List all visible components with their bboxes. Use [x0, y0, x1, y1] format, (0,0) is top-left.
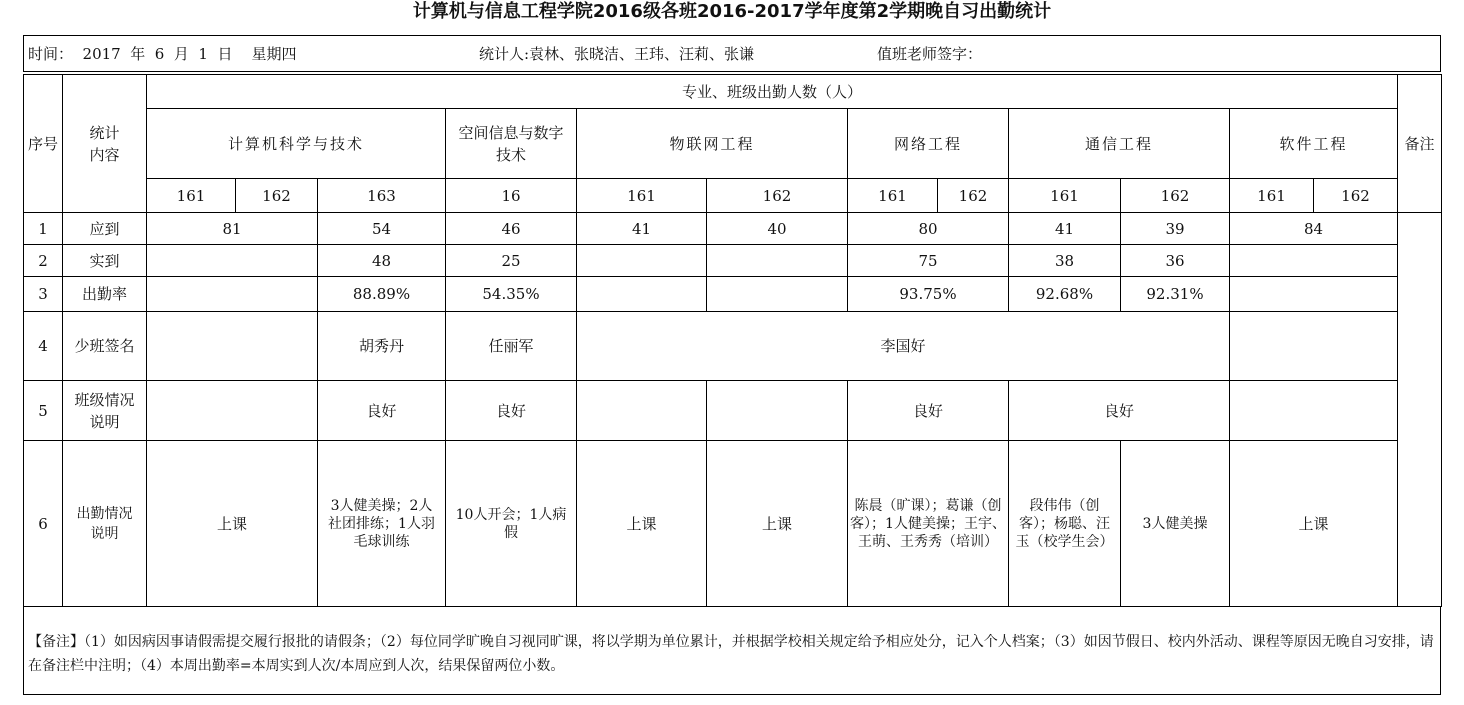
cell-spatial: 46 [446, 213, 577, 245]
row-label: 应到 [63, 213, 147, 245]
row-no: 6 [24, 441, 63, 607]
cell-iot2 [707, 381, 848, 441]
cell-cs12 [147, 277, 318, 312]
row-no: 3 [24, 277, 63, 312]
class-cell: 161 [147, 179, 236, 213]
cell-spatial: 10人开会；1人病假 [446, 441, 577, 607]
row-label: 出勤率 [63, 277, 147, 312]
class-cell: 162 [938, 179, 1009, 213]
cell-cs12: 81 [147, 213, 318, 245]
major-network: 网络工程 [848, 109, 1009, 179]
class-cell: 162 [1121, 179, 1230, 213]
cell-network: 93.75% [848, 277, 1009, 312]
cell-network: 75 [848, 245, 1009, 277]
header-remark: 备注 [1398, 75, 1442, 213]
class-cell: 161 [577, 179, 707, 213]
cell-cs3: 48 [318, 245, 446, 277]
cell-tel1: 41 [1009, 213, 1121, 245]
cell-software [1230, 381, 1398, 441]
cell-cs3: 胡秀丹 [318, 312, 446, 381]
major-iot: 物联网工程 [577, 109, 848, 179]
cell-network: 80 [848, 213, 1009, 245]
cell-tel2: 39 [1121, 213, 1230, 245]
cell-tel1: 38 [1009, 245, 1121, 277]
cell-spatial: 25 [446, 245, 577, 277]
cell-cs3: 88.89% [318, 277, 446, 312]
header-content: 统计内容 [63, 75, 147, 213]
class-cell: 162 [707, 179, 848, 213]
cell-tel2: 36 [1121, 245, 1230, 277]
cell-tel1: 92.68% [1009, 277, 1121, 312]
cell-spatial: 良好 [446, 381, 577, 441]
attendance-table [23, 74, 1447, 607]
row-label: 班级情况说明 [63, 381, 147, 441]
cell-iot-net-tel: 李国好 [577, 312, 1230, 381]
cell-software [1230, 245, 1398, 277]
info-bar [23, 35, 1441, 72]
cell-telecom: 良好 [1009, 381, 1230, 441]
table-row [24, 312, 1447, 381]
stat-people: 统计人:袁林、张晓洁、王玮、汪莉、张谦 [479, 45, 755, 63]
cell-software [1230, 312, 1398, 381]
class-cell: 161 [848, 179, 938, 213]
major-software: 软件工程 [1230, 109, 1398, 179]
cell-software: 上课 [1230, 441, 1398, 607]
cell-network: 陈晨（旷课）；葛谦（创客）；1人健美操；王宇、王萌、王秀秀（培训） [848, 441, 1009, 607]
cell-cs3: 54 [318, 213, 446, 245]
row-no: 5 [24, 381, 63, 441]
row-no: 2 [24, 245, 63, 277]
row-label: 少班签名 [63, 312, 147, 381]
row-label: 出勤情况说明 [63, 441, 147, 607]
cell-iot1 [577, 381, 707, 441]
cell-iot2: 上课 [707, 441, 848, 607]
major-cs: 计算机科学与技术 [147, 109, 446, 179]
teacher-sign-label: 值班老师签字： [877, 45, 983, 63]
date-line: 时间： 2017 年 6 月 1 日 星期四 [28, 45, 297, 63]
major-spatial: 空间信息与数字技术 [446, 109, 577, 179]
cell-spatial: 54.35% [446, 277, 577, 312]
cell-remark [1398, 213, 1442, 607]
cell-iot1: 上课 [577, 441, 707, 607]
cell-iot2 [707, 245, 848, 277]
cell-network: 良好 [848, 381, 1009, 441]
class-cell: 163 [318, 179, 446, 213]
page-title: 计算机与信息工程学院2016级各班2016-2017学年度第2学期晚自习出勤统计 [412, 1, 1052, 22]
header-seq: 序号 [24, 75, 63, 213]
row-label: 实到 [63, 245, 147, 277]
class-cell: 161 [1230, 179, 1314, 213]
cell-iot1: 41 [577, 213, 707, 245]
cell-tel1: 段伟伟（创客）；杨聪、汪玉（校学生会） [1009, 441, 1121, 607]
cell-iot1 [577, 277, 707, 312]
cell-iot1 [577, 245, 707, 277]
row-no: 1 [24, 213, 63, 245]
cell-cs3: 良好 [318, 381, 446, 441]
cell-cs12: 上课 [147, 441, 318, 607]
table-row [24, 441, 1447, 607]
class-cell: 16 [446, 179, 577, 213]
class-cell: 162 [1314, 179, 1398, 213]
cell-software: 84 [1230, 213, 1398, 245]
cell-cs12 [147, 381, 318, 441]
cell-tel2: 3人健美操 [1121, 441, 1230, 607]
table-row [24, 381, 1447, 441]
class-cell: 162 [236, 179, 318, 213]
cell-software [1230, 277, 1398, 312]
cell-iot2 [707, 277, 848, 312]
table-row [24, 213, 1447, 245]
cell-cs12 [147, 245, 318, 277]
table-row [24, 277, 1447, 312]
header-group: 专业、班级出勤人数（人） [147, 75, 1398, 109]
cell-spatial: 任丽军 [446, 312, 577, 381]
cell-cs12 [147, 312, 318, 381]
major-telecom: 通信工程 [1009, 109, 1230, 179]
notes: 【备注】（1）如因病因事请假需提交履行报批的请假条；（2）每位同学旷晚自习视同旷课，将以学期为单位累计，并根据学校相关规定给予相应处分，记入个人档案；（3）如因节假日、校内外活动、课程等原因无晚自习安排，请在备注栏中注明；（4）本周出勤率=本周实到人次/本周应到人次，结果保留两位小数。 [23, 606, 1441, 695]
class-cell: 161 [1009, 179, 1121, 213]
cell-cs3: 3人健美操；2人社团排练；1人羽毛球训练 [318, 441, 446, 607]
table-row [24, 245, 1447, 277]
cell-tel2: 92.31% [1121, 277, 1230, 312]
cell-iot2: 40 [707, 213, 848, 245]
row-no: 4 [24, 312, 63, 381]
